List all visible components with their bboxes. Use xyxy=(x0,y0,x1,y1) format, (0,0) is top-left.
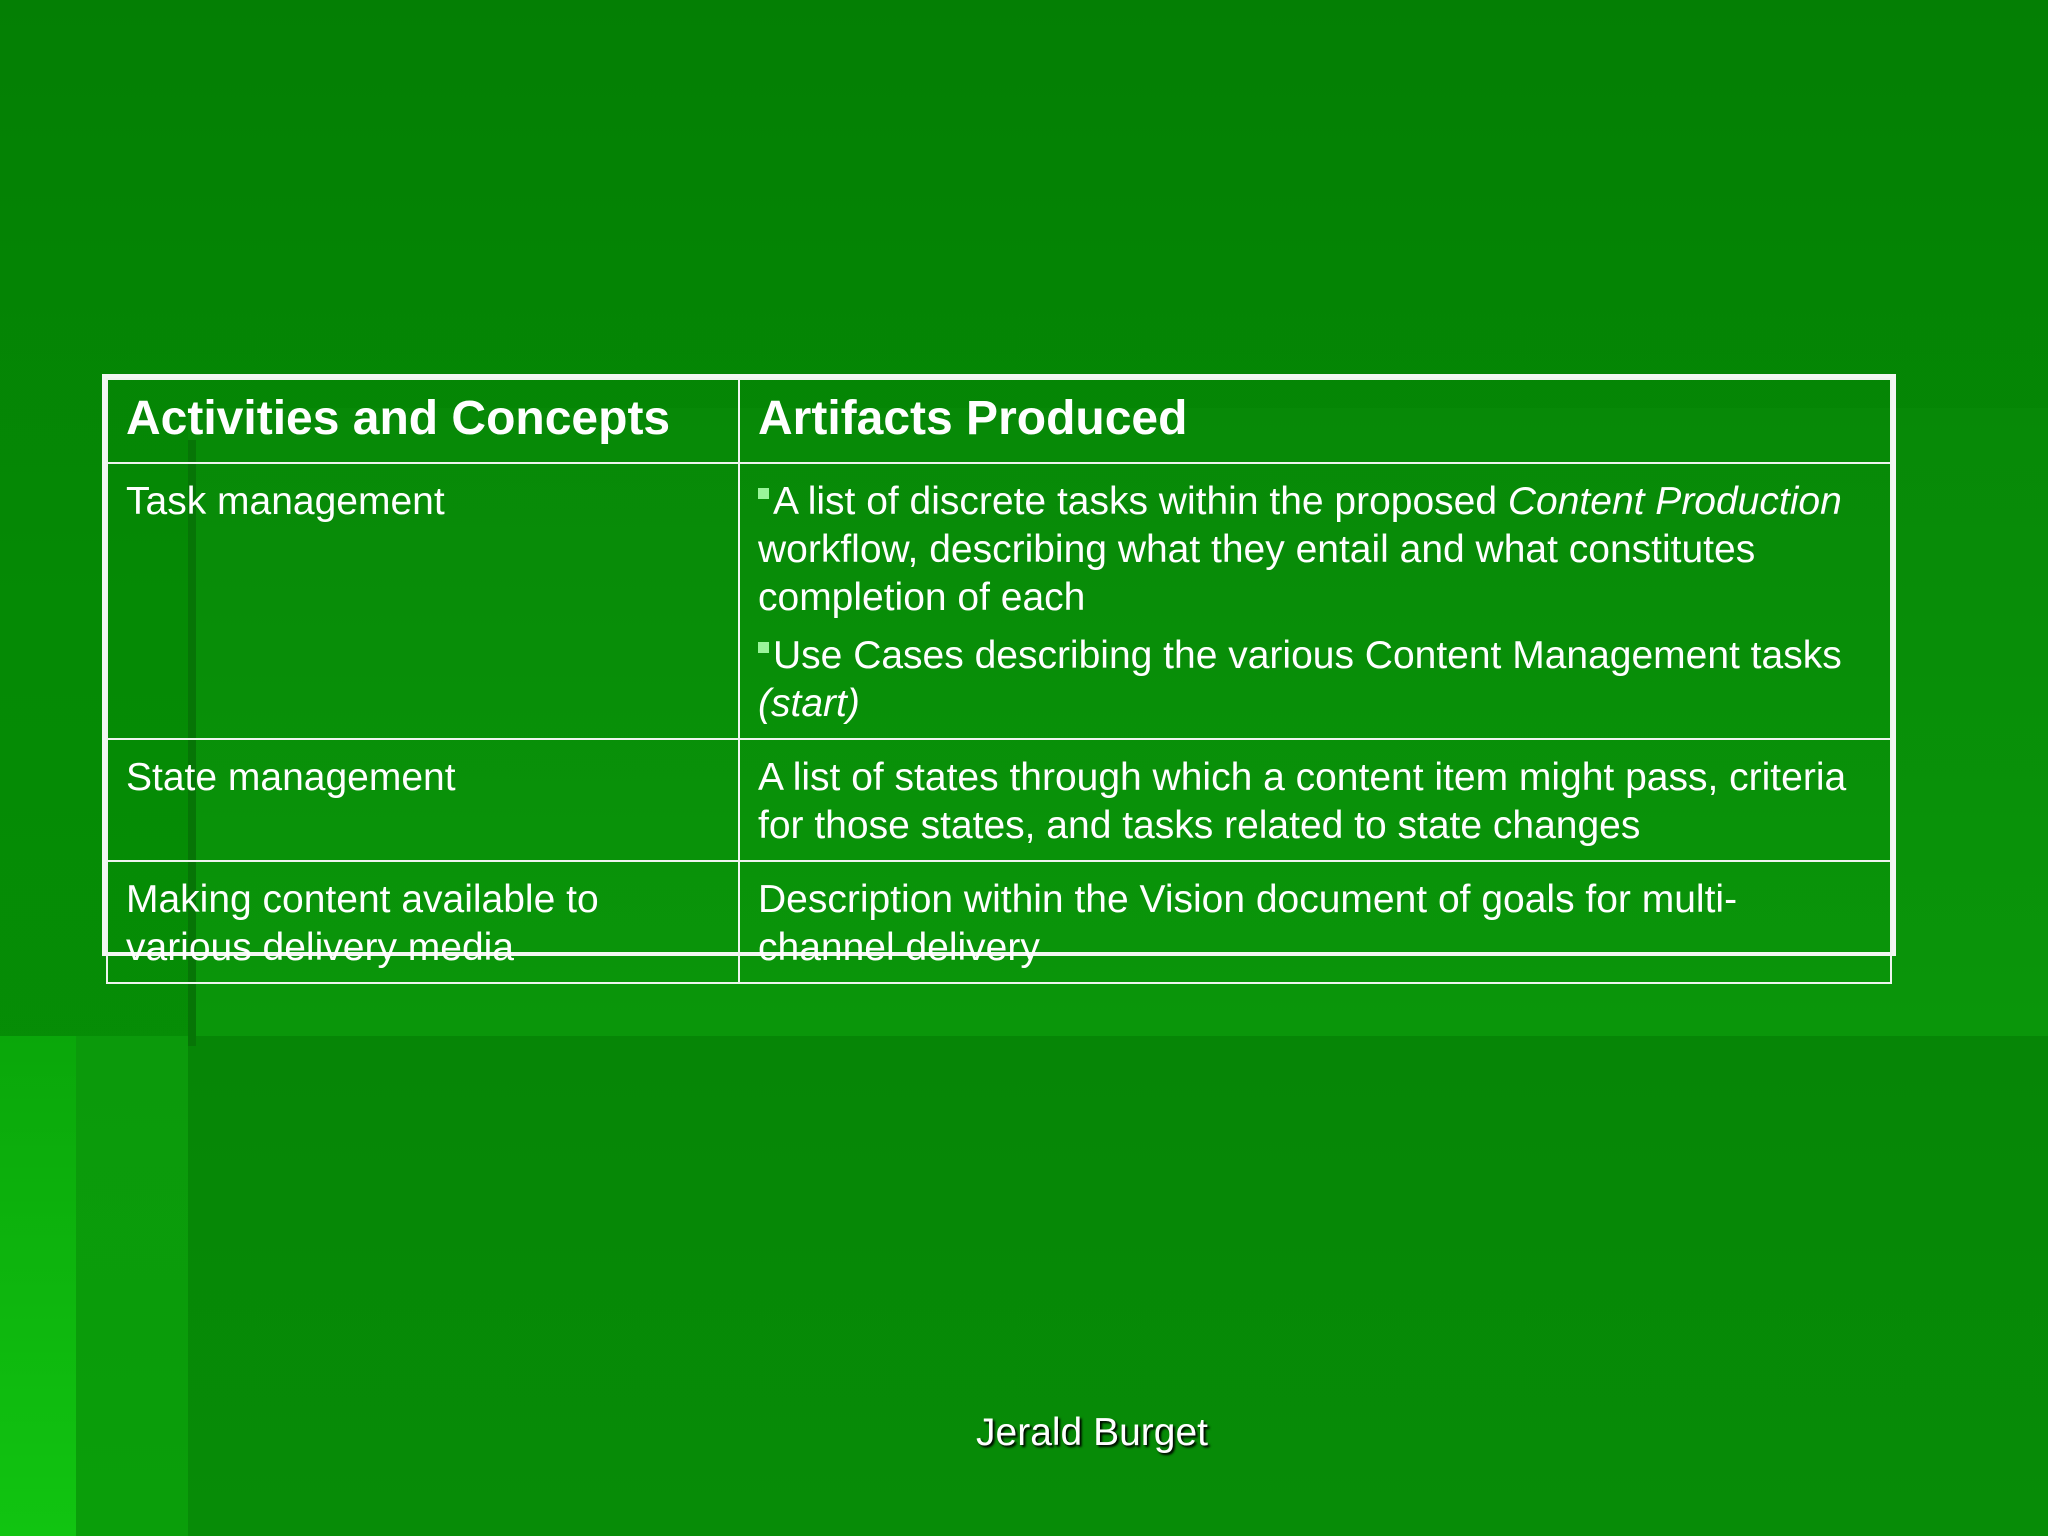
table-row xyxy=(107,463,1891,739)
artifact-text: workflow, describing what they entail and what constitutes completion of each xyxy=(758,528,1756,619)
column-header-artifacts: Artifacts Produced xyxy=(739,379,1891,463)
artifacts-cell: Description within the Vision document of goals for multi-channel delivery xyxy=(739,861,1891,983)
artifact-text: A list of discrete tasks within the proposed xyxy=(773,480,1508,523)
artifact-text: Use Cases describing the various Content Management tasks xyxy=(773,634,1842,677)
background-block xyxy=(188,1036,2048,1536)
table-row xyxy=(107,861,1891,983)
activities-table-grid xyxy=(106,378,1892,984)
activity-cell: Making content available to various delivery media xyxy=(107,861,739,983)
column-header-activities: Activities and Concepts xyxy=(107,379,739,463)
activity-cell: Task management xyxy=(107,463,739,739)
artifact-text-italic: Content Production xyxy=(1507,480,1842,523)
artifact-bullet xyxy=(758,478,1872,622)
artifacts-cell: A list of states through which a content item might pass, criteria for those states, and tasks related to state changes xyxy=(739,739,1891,861)
square-bullet-icon xyxy=(758,488,769,499)
square-bullet-icon xyxy=(758,642,769,653)
background-left-strip xyxy=(0,1036,76,1536)
artifact-bullet xyxy=(758,632,1872,728)
table-row xyxy=(107,739,1891,861)
activities-table xyxy=(102,374,1896,969)
table-header-row xyxy=(107,379,1891,463)
artifacts-cell xyxy=(739,463,1891,739)
activity-cell: State management xyxy=(107,739,739,861)
footer-author: Jerald Burget xyxy=(976,1411,1208,1454)
artifact-text-italic: (start) xyxy=(758,682,860,725)
background-block xyxy=(76,1036,188,1536)
